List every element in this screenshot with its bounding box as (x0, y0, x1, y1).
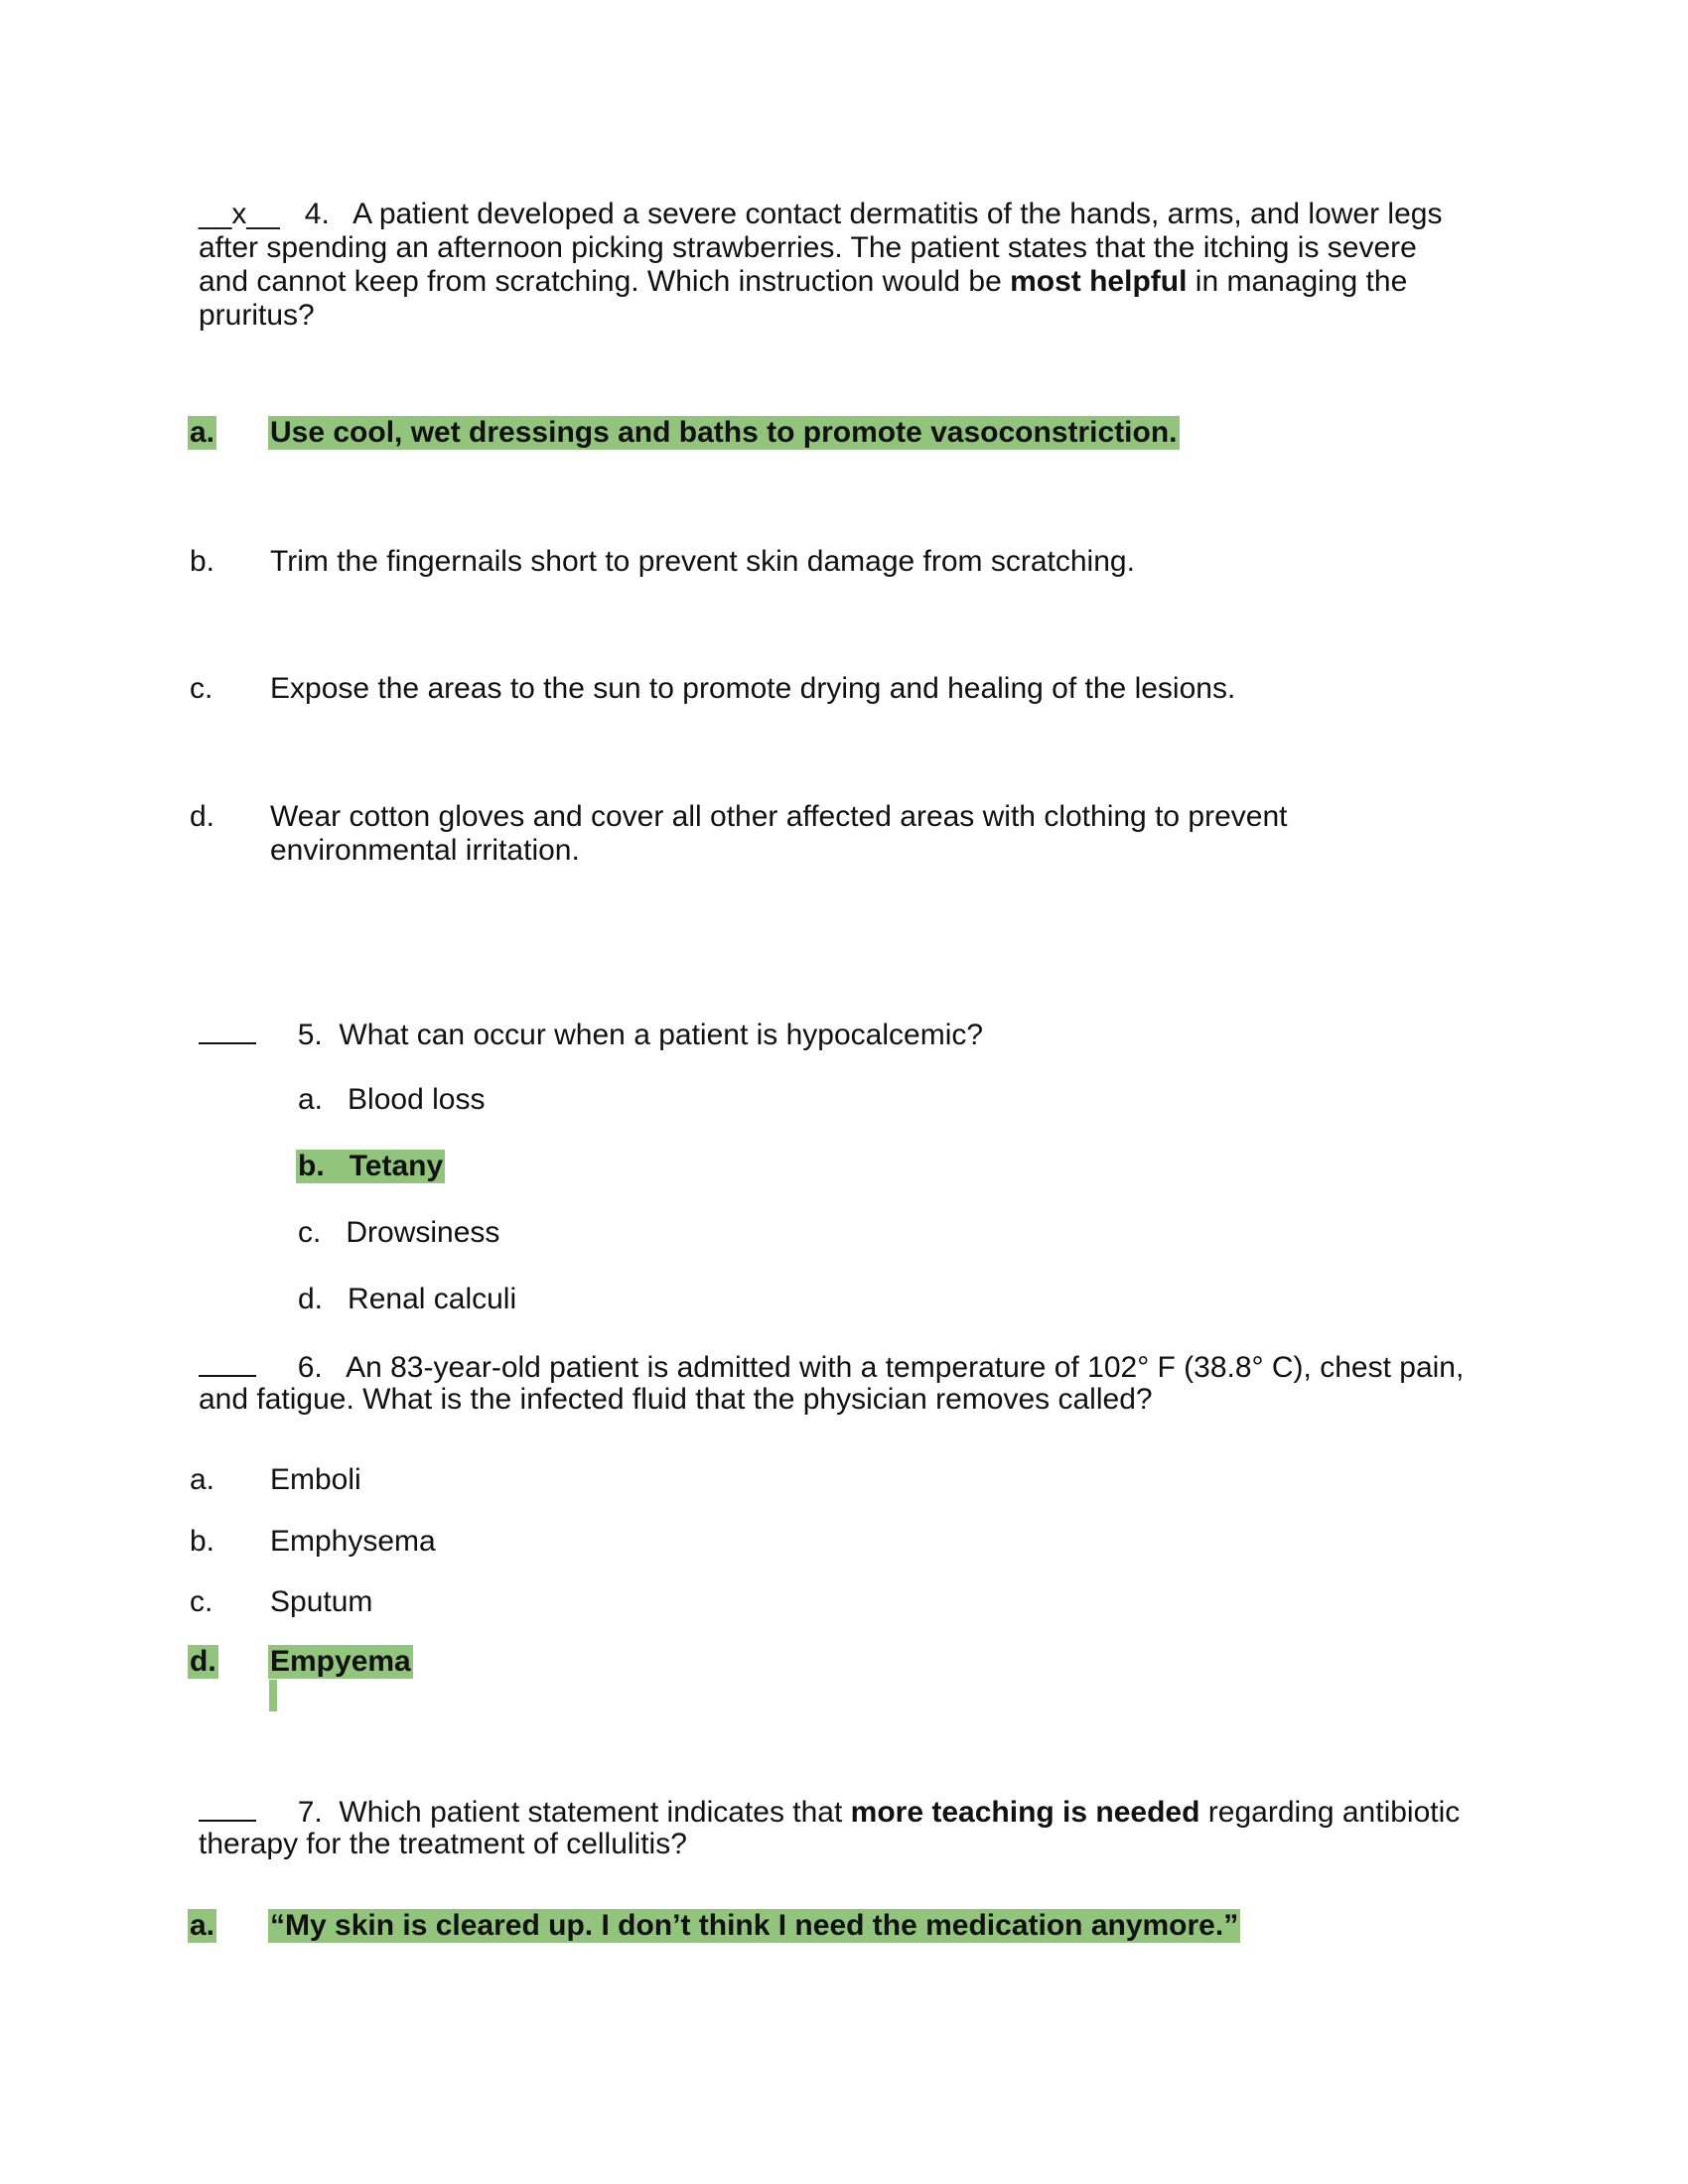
q6-stem-text1: An 83-year-old patient is admitted with a temperature of 102° F (38.8° C), chest pain, (346, 1351, 1465, 1384)
q6-option-d-text[interactable]: Empyema (270, 1645, 411, 1678)
q5-number: 5. (297, 1019, 323, 1051)
q6-option-d-letter[interactable]: d. (190, 1645, 216, 1678)
q7-answer-blank[interactable] (199, 1794, 256, 1822)
q5-option-d[interactable]: d. Renal calculi (298, 1283, 517, 1315)
q5-answer-blank[interactable] (199, 1017, 256, 1044)
q4-option-a-letter[interactable]: a. (190, 416, 215, 449)
q4-number: 4. (304, 198, 330, 230)
q4-stem-line4: pruritus? (199, 299, 315, 332)
q4-option-d-text1[interactable]: Wear cotton gloves and cover all other affected areas with clothing to prevent (270, 800, 1288, 833)
q5-option-b[interactable]: b. Tetany (298, 1150, 444, 1182)
q4-option-d-letter[interactable]: d. (190, 800, 215, 833)
q6-number: 6. (297, 1351, 323, 1384)
q6-option-a-letter[interactable]: a. (190, 1463, 215, 1496)
q4-stem-line1 (199, 198, 1442, 231)
q5-stem-text: What can occur when a patient is hypocalcemic? (339, 1019, 984, 1051)
q7-stem-line2: therapy for the treatment of cellulitis? (199, 1828, 687, 1860)
q7-stem-line1: 7. Which patient statement indicates that more teaching is needed regarding antibiotic (199, 1794, 1460, 1830)
q4-emphasis: most helpful (1010, 265, 1188, 298)
q6-option-b-text[interactable]: Emphysema (270, 1525, 436, 1558)
q7-emphasis: more teaching is needed (850, 1796, 1200, 1829)
q6-option-b-letter[interactable]: b. (190, 1525, 215, 1558)
q5-option-a[interactable]: a. Blood loss (298, 1083, 486, 1116)
q6-option-c-text[interactable]: Sputum (270, 1585, 373, 1618)
q4-option-c-text[interactable]: Expose the areas to the sun to promote drying and healing of the lesions. (270, 672, 1236, 705)
q4-stem-text1: A patient developed a severe contact dermatitis of the hands, arms, and lower legs (352, 198, 1443, 230)
q7-option-a-letter[interactable]: a. (190, 1909, 215, 1942)
q6-stem-line1 (199, 1349, 1464, 1385)
q4-stem-line3: and cannot keep from scratching. Which instruction would be most helpful in managing the (199, 265, 1408, 298)
q4-option-b-letter[interactable]: b. (190, 545, 215, 578)
q4-option-d-text2[interactable]: environmental irritation. (270, 834, 580, 867)
q5-option-c[interactable]: c. Drowsiness (298, 1216, 500, 1249)
q7-number: 7. (297, 1796, 323, 1829)
q6-answer-blank[interactable] (199, 1349, 256, 1377)
q7-option-a-text[interactable]: “My skin is cleared up. I don’t think I need the medication anymore.” (270, 1909, 1239, 1942)
q4-option-b-text[interactable]: Trim the fingernails short to prevent skin damage from scratching. (270, 545, 1135, 578)
q6-stem-line2: and fatigue. What is the infected fluid that the physician removes called? (199, 1383, 1153, 1416)
q5-stem (199, 1017, 983, 1052)
q4-stem-line2: after spending an afternoon picking strawberries. The patient states that the itching is severe (199, 231, 1417, 264)
q6-option-a-text[interactable]: Emboli (270, 1463, 361, 1496)
q4-answer-blank[interactable]: __x__ (199, 198, 280, 230)
q6-option-c-letter[interactable]: c. (190, 1585, 213, 1618)
q4-option-c-letter[interactable]: c. (190, 672, 213, 705)
text-cursor-highlight (269, 1680, 277, 1711)
q4-option-a-text[interactable]: Use cool, wet dressings and baths to promote vasoconstriction. (270, 416, 1178, 449)
